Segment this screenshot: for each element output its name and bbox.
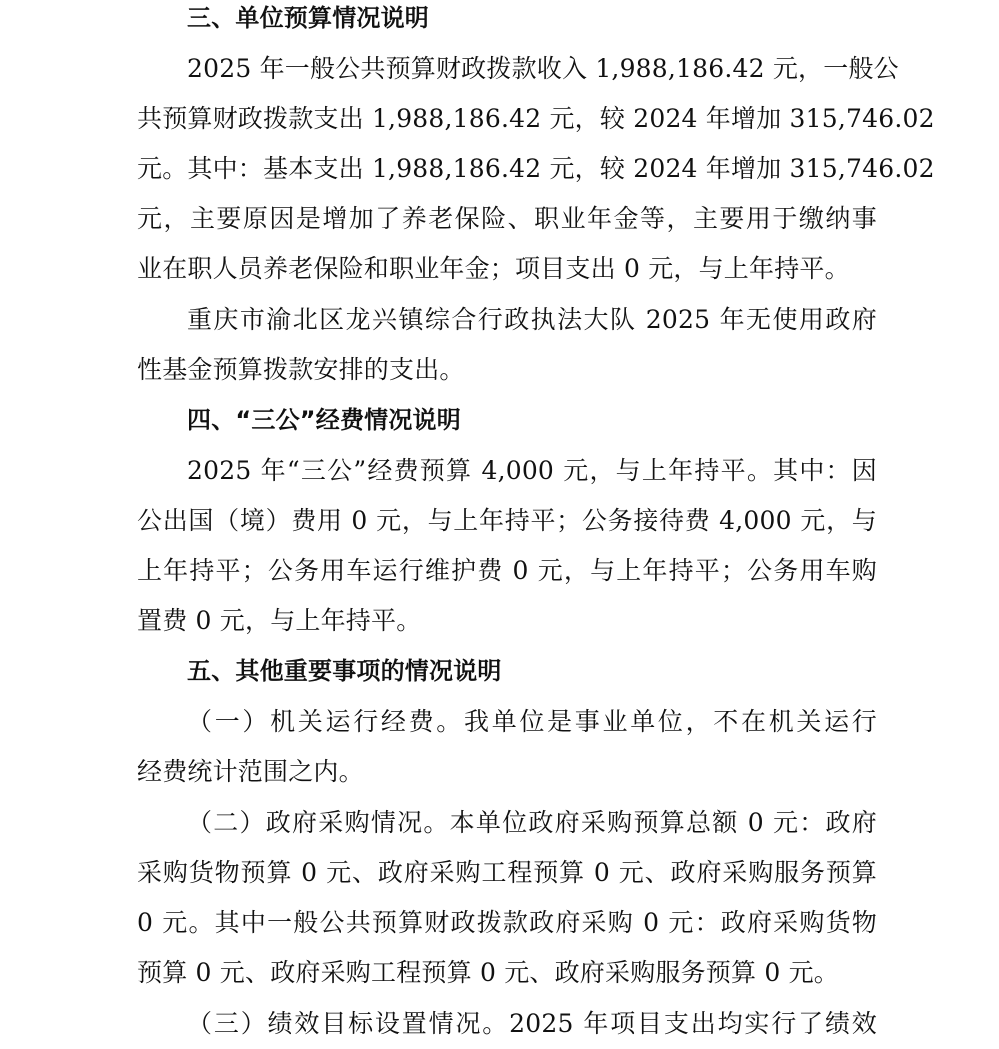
section-heading-three-public: 四、“三公”经费情况说明	[187, 406, 461, 434]
section-heading-unit-budget: 三、单位预算情况说明	[187, 4, 429, 32]
paragraph-line: （二）政府采购情况。本单位政府采购预算总额 0 元：政府	[187, 808, 877, 837]
paragraph-line: 重庆市渝北区龙兴镇综合行政执法大队 2025 年无使用政府	[187, 305, 877, 334]
paragraph-line: 元，主要原因是增加了养老保险、职业年金等，主要用于缴纳事	[137, 204, 877, 233]
paragraph-line: 采购货物预算 0 元、政府采购工程预算 0 元、政府采购服务预算	[137, 858, 877, 887]
paragraph-line: 共预算财政拨款支出 1,988,186.42 元，较 2024 年增加 315,746.02	[137, 104, 935, 133]
paragraph-line: 置费 0 元，与上年持平。	[137, 606, 422, 635]
paragraph-line: 预算 0 元、政府采购工程预算 0 元、政府采购服务预算 0 元。	[137, 958, 839, 987]
paragraph-line: 0 元。其中一般公共预算财政拨款政府采购 0 元：政府采购货物	[137, 908, 877, 937]
paragraph-line: 公出国（境）费用 0 元，与上年持平；公务接待费 4,000 元，与	[137, 506, 877, 535]
paragraph-line: 性基金预算拨款安排的支出。	[137, 355, 465, 384]
paragraph-line: （三）绩效目标设置情况。2025 年项目支出均实行了绩效	[187, 1009, 877, 1038]
paragraph-line: 业在职人员养老保险和职业年金；项目支出 0 元，与上年持平。	[137, 254, 850, 283]
paragraph-line: 经费统计范围之内。	[137, 757, 364, 786]
section-heading-other-matters: 五、其他重要事项的情况说明	[187, 657, 502, 685]
paragraph-line: （一）机关运行经费。我单位是事业单位，不在机关运行	[187, 707, 877, 736]
paragraph-line: 2025 年一般公共预算财政拨款收入 1,988,186.42 元，一般公	[187, 54, 899, 83]
paragraph-line: 2025 年“三公”经费预算 4,000 元，与上年持平。其中：因	[187, 456, 877, 485]
paragraph-line: 元。其中：基本支出 1,988,186.42 元，较 2024 年增加 315,746.02	[137, 154, 935, 183]
paragraph-line: 上年持平；公务用车运行维护费 0 元，与上年持平；公务用车购	[137, 556, 877, 585]
